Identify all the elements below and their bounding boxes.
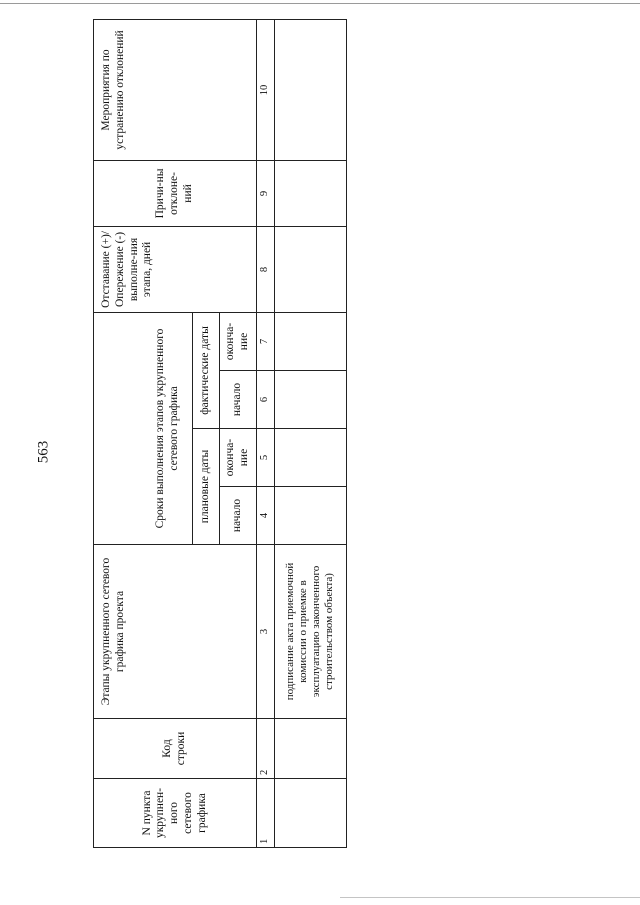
column-number: 7 bbox=[257, 312, 275, 370]
header-row-code: Код строки bbox=[94, 719, 257, 779]
header-measures: Мероприятия по устранению отклонений bbox=[94, 19, 257, 160]
cell-code bbox=[274, 719, 346, 779]
header-reasons: Причи-ны отклоне-ний bbox=[94, 160, 257, 226]
header-stages: Этапы укрупненного сетевого графика проекта bbox=[94, 545, 257, 719]
cell-actual-end bbox=[274, 312, 346, 370]
column-number-row bbox=[257, 19, 275, 847]
cell-measures bbox=[274, 19, 346, 160]
column-number: 9 bbox=[257, 160, 275, 226]
page-edge-bottom bbox=[340, 897, 640, 898]
cell-planned-start bbox=[274, 487, 346, 545]
cell-deviation bbox=[274, 226, 346, 312]
header-planned-dates: плановые даты bbox=[193, 429, 220, 545]
cell-planned-end bbox=[274, 429, 346, 487]
rotated-table-container bbox=[93, 19, 347, 848]
column-number: 3 bbox=[257, 545, 275, 719]
column-number: 5 bbox=[257, 429, 275, 487]
column-number: 8 bbox=[257, 226, 275, 312]
cell-reasons bbox=[274, 160, 346, 226]
column-number: 10 bbox=[257, 19, 275, 160]
header-point-number: N пункта укрупнен-ного сетевого графика bbox=[94, 779, 257, 848]
network-schedule-table bbox=[93, 19, 347, 848]
column-number: 4 bbox=[257, 487, 275, 545]
cell-point bbox=[274, 779, 346, 848]
cell-stage: подписание акта приемочной комиссии о приемке в эксплуатацию законченного строительством объекта) bbox=[274, 545, 346, 719]
table-row bbox=[274, 19, 346, 847]
page-edge-top bbox=[0, 3, 640, 4]
column-number: 6 bbox=[257, 371, 275, 429]
header-execution-terms: Сроки выполнения этапов укрупненного сетевого графика bbox=[94, 312, 193, 544]
header-planned-end: оконча-ние bbox=[220, 429, 257, 487]
header-actual-start: начало bbox=[220, 371, 257, 429]
column-number: 2 bbox=[257, 719, 275, 779]
header-planned-start: начало bbox=[220, 487, 257, 545]
cell-actual-start bbox=[274, 371, 346, 429]
page-number: 563 bbox=[35, 440, 52, 464]
header-actual-dates: фактические даты bbox=[193, 312, 220, 428]
header-actual-end: оконча-ние bbox=[220, 312, 257, 370]
header-deviation: Отставание (+)/ Опережение (-) выполне-ния этапа, дней bbox=[94, 226, 257, 312]
column-number: 1 bbox=[257, 779, 275, 848]
